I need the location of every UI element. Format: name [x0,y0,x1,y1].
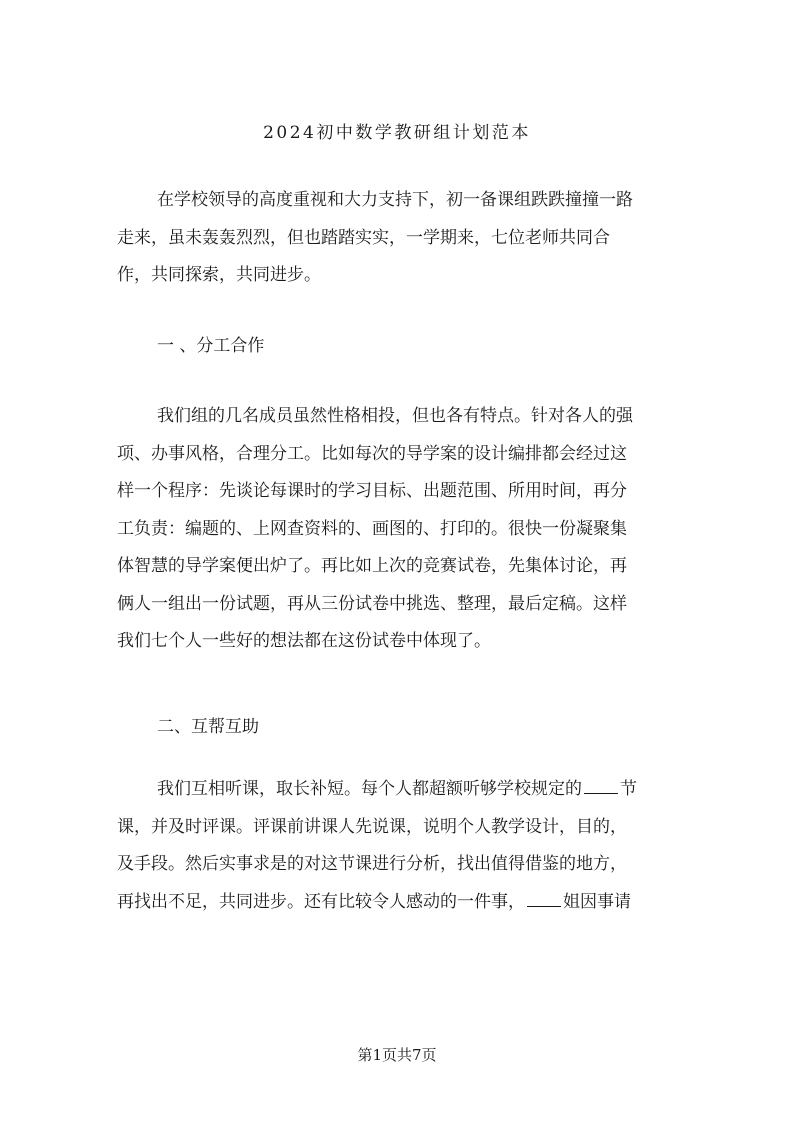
page-number-footer: 第1页共7页 [357,1046,437,1064]
intro-paragraph [117,182,677,295]
line-text: 节 [620,779,637,799]
paragraph-line: 走来，虽未轰轰烈烈，但也踏踏实实，一学期来，七位老师共同合 [117,227,610,248]
section-heading-2: 二、互帮互助 [157,717,259,737]
section1-paragraph [117,398,677,661]
section-heading-1: 一 、分工合作 [157,336,265,356]
paragraph-line: 项、办事风格，合理分工。比如每次的导学案的设计编排都会经过这 [117,443,627,464]
document-title: 2024初中数学教研组计划范本 [263,123,531,143]
paragraph-line: 课，并及时评课。评课前讲课人先说课，说明个人教学设计，目的， [117,816,627,837]
paragraph-line: 在学校领导的高度重视和大力支持下，初一备课组跌跌撞撞一路 [157,190,633,210]
line-text: 我们互相听课，取长补短。每个人都超额听够学校规定的 [157,779,582,799]
paragraph-line: 我们组的几名成员虽然性格相投，但也各有特点。针对各人的强 [157,406,633,426]
fill-in-blank [527,888,561,907]
paragraph-line [117,884,677,922]
paragraph-line: 我们七个人一些好的想法都在这份试卷中体现了。 [117,631,491,651]
paragraph-line: 体智慧的导学案便出炉了。再比如上次的竞赛试卷，先集体讨论，再 [117,556,627,576]
paragraph-line: 及手段。然后实事求是的对这节课进行分析，找出值得借鉴的地方， [117,854,627,874]
paragraph-line: 工负责：编题的、上网查资料的、画图的、打印的。很快一份凝聚集 [117,518,627,539]
fill-in-blank [584,775,618,794]
section2-paragraph [117,771,677,921]
paragraph-line: 作，共同探索，共同进步。 [117,265,321,285]
line-text: 再找出不足，共同进步。还有比较令人感动的一件事， [117,891,525,912]
line-text: 姐因事请 [563,891,631,912]
paragraph-line: 俩人一组出一份试题，再从三份试卷中挑选、整理，最后定稿。这样 [117,593,627,614]
paragraph-line [117,771,677,809]
paragraph-line: 样一个程序：先谈论每课时的学习目标、出题范围、所用时间，再分 [117,481,627,501]
